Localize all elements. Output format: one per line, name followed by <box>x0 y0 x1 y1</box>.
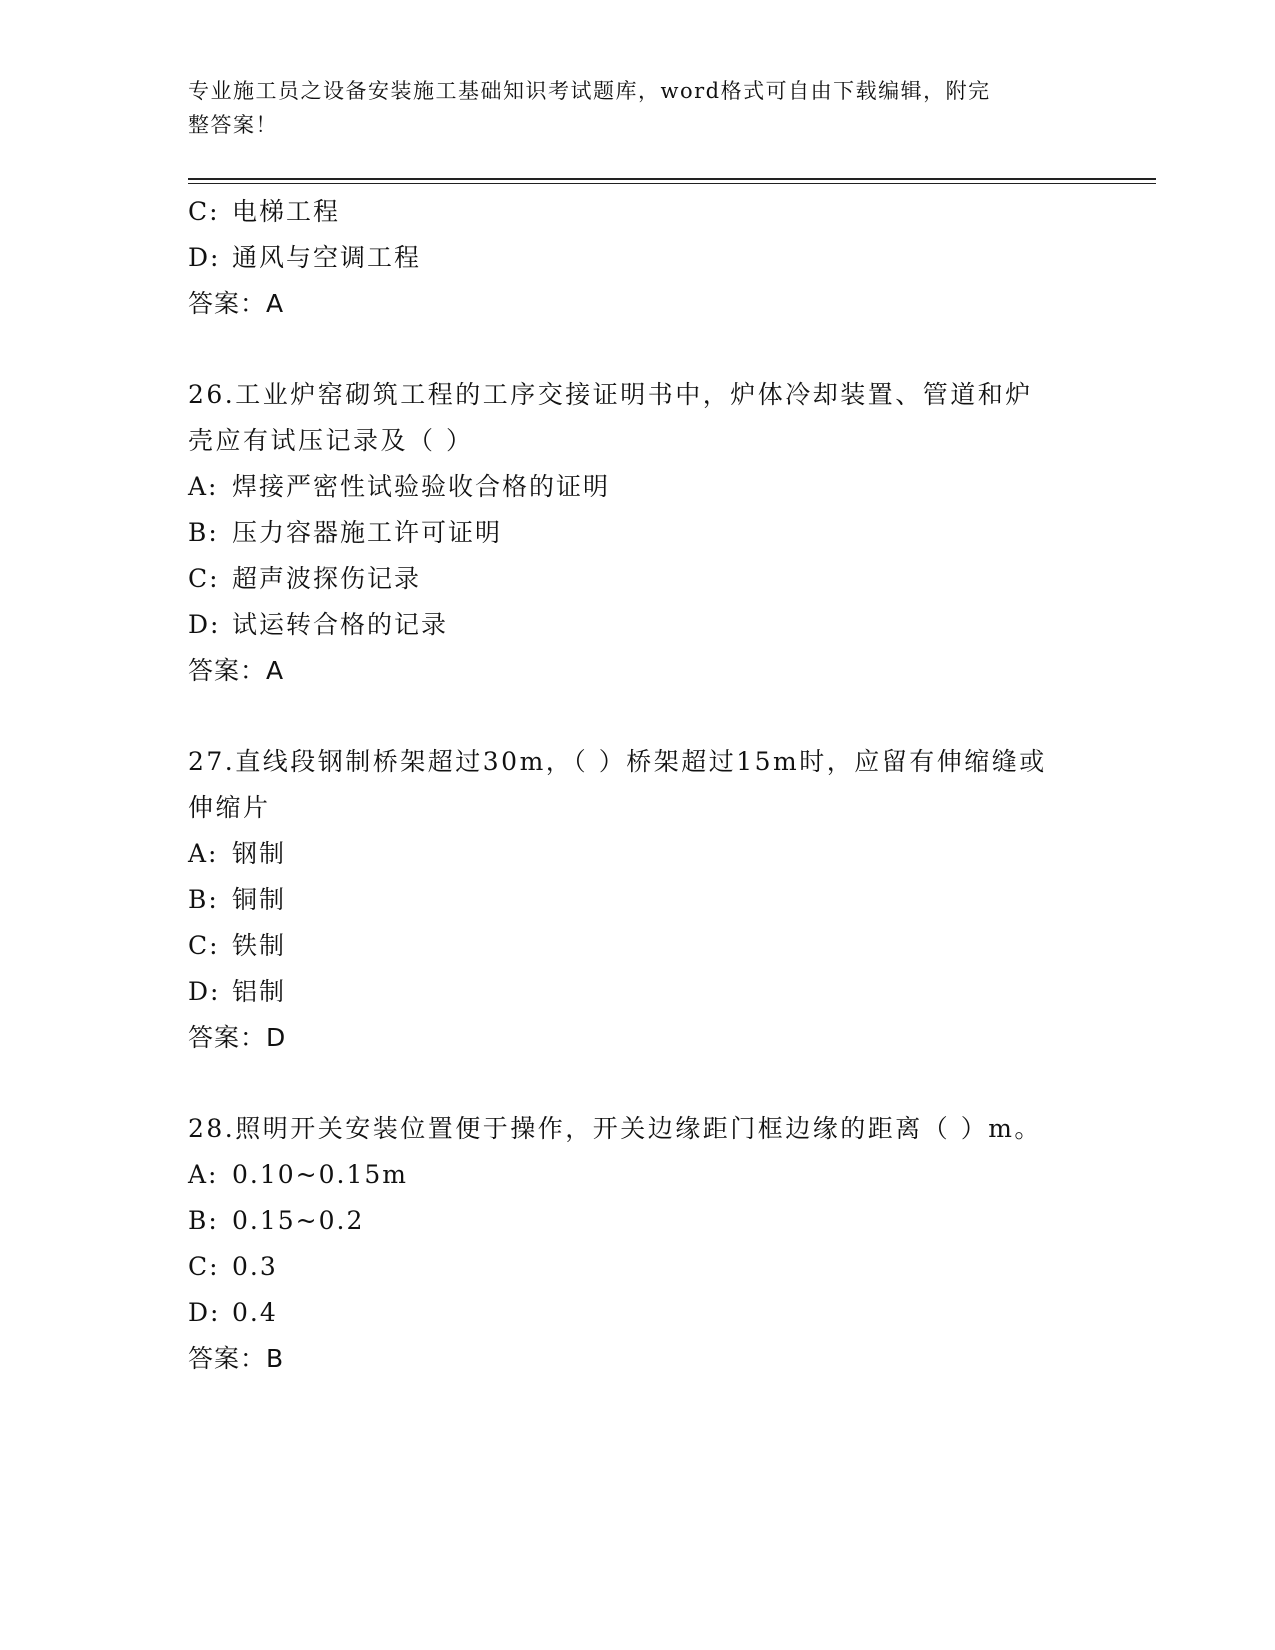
header-divider <box>188 178 1156 184</box>
answer-line: 答案：D <box>188 1023 287 1052</box>
option-c <box>188 189 1088 235</box>
question-line-2: 伸缩片 <box>188 793 271 822</box>
option-letter: C: <box>188 564 220 593</box>
option-text: 试运转合格的记录 <box>232 610 449 639</box>
header-note-line-1: 专业施工员之设备安装施工基础知识考试题库，word格式可自由下载编辑，附完 <box>188 79 991 103</box>
answer-line: 答案：B <box>188 1344 285 1373</box>
option-text: 钢制 <box>232 839 287 868</box>
question-stem <box>188 1106 1088 1152</box>
option-text: 超声波探伤记录 <box>232 564 422 593</box>
option-text: 0.3 <box>232 1252 278 1281</box>
option-letter: D: <box>188 243 221 272</box>
option-letter: A: <box>188 472 219 501</box>
option-d <box>188 969 1088 1015</box>
question-stem <box>188 739 1088 831</box>
question-27 <box>188 739 1088 1061</box>
option-b <box>188 877 1088 923</box>
option-text: 铝制 <box>232 977 287 1006</box>
question-line-2: 壳应有试压记录及（ ） <box>188 426 474 455</box>
option-letter: B: <box>188 885 219 914</box>
option-letter: D: <box>188 610 221 639</box>
option-letter: D: <box>188 1298 221 1327</box>
option-text: 压力容器施工许可证明 <box>232 518 503 547</box>
question-28 <box>188 1106 1088 1382</box>
exam-content <box>188 189 1088 1382</box>
option-d <box>188 235 1088 281</box>
option-letter: B: <box>188 1206 219 1235</box>
question-line-1: 直线段钢制桥架超过30m，（ ）桥架超过15m时，应留有伸缩缝或 <box>235 747 1047 776</box>
question-number: 28. <box>188 1114 236 1143</box>
option-a <box>188 1152 1088 1198</box>
option-letter: C: <box>188 197 220 226</box>
answer-line: 答案：A <box>188 656 285 685</box>
option-letter: B: <box>188 518 219 547</box>
answer-line: 答案：A <box>188 289 285 318</box>
option-a <box>188 464 1088 510</box>
divider-thick-line <box>188 178 1156 180</box>
option-b <box>188 510 1088 556</box>
question-stem <box>188 372 1088 464</box>
option-a <box>188 831 1088 877</box>
option-letter: D: <box>188 977 221 1006</box>
option-d <box>188 602 1088 648</box>
option-c <box>188 923 1088 969</box>
option-text: 铁制 <box>232 931 287 960</box>
question-line-1: 工业炉窑砌筑工程的工序交接证明书中，炉体冷却装置、管道和炉 <box>235 380 1033 409</box>
option-letter: C: <box>188 1252 220 1281</box>
option-text: 焊接严密性试验验收合格的证明 <box>232 472 611 501</box>
document-header-note <box>188 74 1068 142</box>
question-number: 27. <box>188 747 236 776</box>
question-26 <box>188 372 1088 694</box>
option-text: 电梯工程 <box>232 197 341 226</box>
question-line-1: 照明开关安装位置便于操作，开关边缘距门框边缘的距离（ ）m。 <box>235 1114 1042 1143</box>
option-b <box>188 1198 1088 1244</box>
option-text: 0.15~0.2 <box>232 1206 365 1235</box>
option-letter: C: <box>188 931 220 960</box>
option-c <box>188 1244 1088 1290</box>
option-text: 0.10~0.15m <box>232 1160 408 1189</box>
divider-thin-line <box>188 183 1156 184</box>
option-text: 0.4 <box>232 1298 278 1327</box>
option-letter: A: <box>188 1160 219 1189</box>
question-number: 26. <box>188 380 236 409</box>
question-25-continued <box>188 189 1088 327</box>
option-text: 铜制 <box>232 885 287 914</box>
option-text: 通风与空调工程 <box>232 243 422 272</box>
header-note-line-2: 整答案！ <box>188 113 278 137</box>
option-c <box>188 556 1088 602</box>
option-letter: A: <box>188 839 219 868</box>
option-d <box>188 1290 1088 1336</box>
